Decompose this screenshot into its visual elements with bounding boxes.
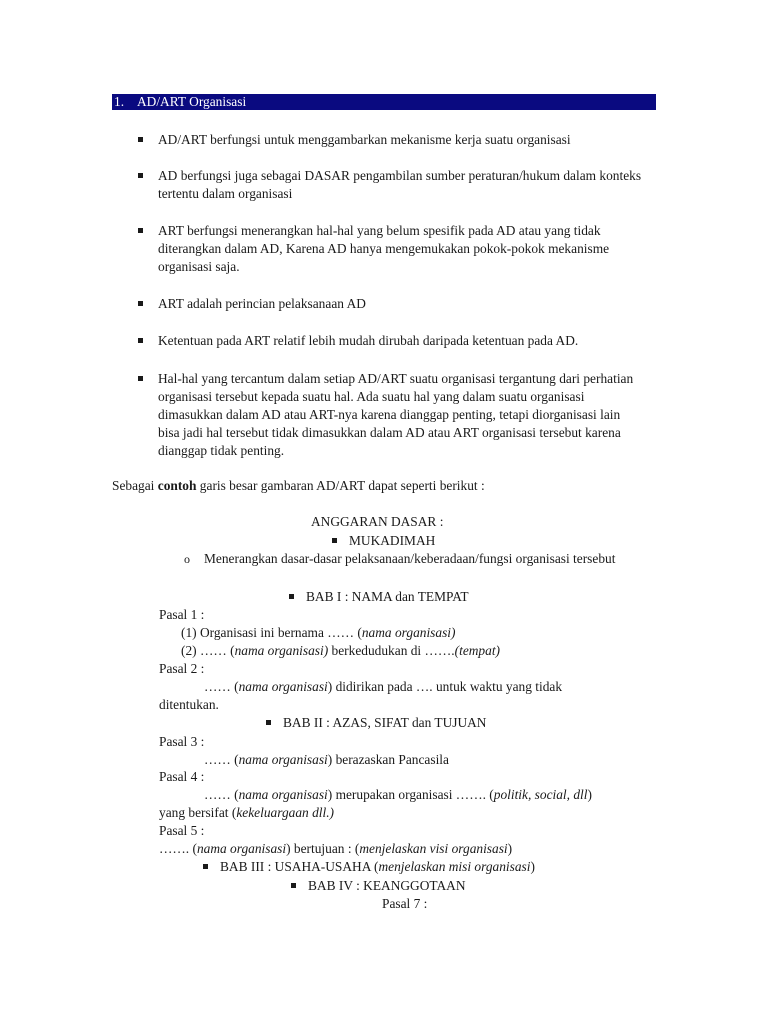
bullet-item — [138, 370, 644, 460]
bab2-heading — [266, 714, 486, 732]
bab3-post: ) — [530, 859, 535, 874]
pasal2-label: Pasal 2 : — [159, 661, 205, 676]
bab1-heading — [289, 588, 469, 606]
pasal3-label: Pasal 3 : — [159, 734, 205, 749]
heading-title: AD/ART Organisasi — [137, 94, 247, 109]
p1-2-italic: nama organisasi) — [234, 643, 329, 658]
bullet-text: Ketentuan pada ART relatif lebih mudah dirubah daripada ketentuan pada AD. — [158, 333, 579, 348]
p4-cont-text: yang bersifat ( — [159, 805, 237, 820]
intro-line — [112, 477, 485, 495]
square-bullet-icon — [266, 720, 271, 725]
square-bullet-icon — [203, 864, 208, 869]
p2-italic: nama organisasi — [238, 679, 328, 694]
pasal7-label: Pasal 7 : — [382, 896, 428, 911]
bullet-text: AD berfungsi juga sebagai DASAR pengambilan sumber peraturan/hukum dalam konteks tertentu dalam organisasi — [158, 168, 642, 201]
square-bullet-icon — [291, 883, 296, 888]
p3-italic: nama organisasi — [238, 752, 328, 767]
bullet-text: ART adalah perincian pelaksanaan AD — [158, 296, 366, 311]
heading-number: 1. — [114, 94, 125, 109]
bab4-label: BAB IV : KEANGGOTAAN — [308, 878, 466, 893]
pasal5-text — [159, 840, 512, 858]
square-bullet-icon — [138, 173, 143, 178]
circle-bullet-icon: o — [184, 552, 190, 566]
square-bullet-icon — [138, 376, 143, 381]
p4-italic: nama organisasi — [238, 787, 328, 802]
p1-2-mid: berkedudukan di ……. — [328, 643, 455, 658]
pasal1-label: Pasal 1 : — [159, 607, 205, 622]
pasal4-label: Pasal 4 : — [159, 769, 205, 784]
square-bullet-icon — [332, 538, 337, 543]
intro-text: Sebagai — [112, 478, 158, 493]
square-bullet-icon — [138, 301, 143, 306]
bullet-item — [138, 332, 658, 350]
p2-text: …… ( — [204, 679, 239, 694]
p5-mid: ) bertujuan : ( — [286, 841, 360, 856]
mukadimah-heading — [332, 532, 435, 550]
bab4-heading — [291, 877, 466, 895]
square-bullet-icon — [289, 594, 294, 599]
p3-post: ) berazaskan Pancasila — [327, 752, 449, 767]
pasal4-cont — [159, 804, 334, 822]
bullet-item — [138, 131, 658, 149]
ad-title: ANGGARAN DASAR : — [311, 514, 444, 529]
p4-post: ) — [587, 787, 592, 802]
bullet-text: Hal-hal yang tercantum dalam setiap AD/ART suatu organisasi tergantung dari perhatian organisasi tersebut kepada suatu hal. Ada suatu hal yang dalam suatu organisasi dimasukkan dalam AD atau ART-nya karena dianggap penting, tetapi diorganisasi lain bisa jadi hal tersebut tidak dimasukkan dalam AD atau ART organisasi tersebut karena dianggap tidak penting. — [158, 371, 634, 458]
mukadimah-label: MUKADIMAH — [349, 533, 436, 548]
p5-text: ……. ( — [159, 841, 197, 856]
bab3-label: BAB III : USAHA-USAHA ( — [220, 859, 379, 874]
bullet-text: ART berfungsi menerangkan hal-hal yang belum spesifik pada AD atau yang tidak diterangkan dalam AD, Karena AD hanya mengemukakan pokok-pokok mekanisme organisasi saja. — [158, 223, 610, 274]
pasal1-item2 — [181, 642, 500, 660]
bullet-item — [138, 222, 638, 276]
bullet-item — [138, 295, 658, 313]
mukadimah-desc: Menerangkan dasar-dasar pelaksanaan/keberadaan/fungsi organisasi tersebut — [204, 551, 616, 566]
section-heading — [112, 94, 656, 110]
intro-bold: contoh — [157, 478, 197, 493]
p1-1-italic: nama organisasi) — [361, 625, 456, 640]
p4-text: …… ( — [204, 787, 239, 802]
p5-italic: nama organisasi — [196, 841, 287, 856]
pasal1-item1 — [181, 624, 455, 642]
bullet-item — [138, 167, 658, 203]
square-bullet-icon — [138, 228, 143, 233]
p5-post: ) — [507, 841, 513, 856]
pasal2-text — [204, 678, 562, 696]
pasal5-label: Pasal 5 : — [159, 823, 205, 838]
bab2-label: BAB II : AZAS, SIFAT dan TUJUAN — [283, 715, 487, 730]
square-bullet-icon — [138, 137, 143, 142]
p3-text: …… ( — [204, 752, 239, 767]
p4-italic2: politik, social, dll — [493, 787, 588, 802]
bab3-italic: menjelaskan misi organisasi — [378, 859, 531, 874]
square-bullet-icon — [138, 338, 143, 343]
p1-1-text: (1) Organisasi ini bernama …… ( — [181, 625, 362, 640]
p5-italic2: menjelaskan visi organisasi — [359, 841, 508, 856]
pasal2-cont: ditentukan. — [159, 697, 219, 712]
p4-mid: ) merupakan organisasi ……. ( — [327, 787, 494, 802]
p1-2-italic2: (tempat) — [454, 643, 501, 658]
pasal4-text — [204, 786, 592, 804]
bab1-label: BAB I : NAMA dan TEMPAT — [306, 589, 469, 604]
intro-text-rest: garis besar gambaran AD/ART dapat seperti berikut : — [196, 478, 485, 493]
pasal3-text — [204, 751, 449, 769]
p1-2-text: (2) …… ( — [181, 643, 235, 658]
bab3-heading — [203, 858, 535, 876]
bullet-text: AD/ART berfungsi untuk menggambarkan mekanisme kerja suatu organisasi — [158, 132, 571, 147]
p4-cont-italic: kekeluargaan dll.) — [236, 805, 335, 820]
p2-post: ) didirikan pada …. untuk waktu yang tidak — [327, 679, 563, 694]
